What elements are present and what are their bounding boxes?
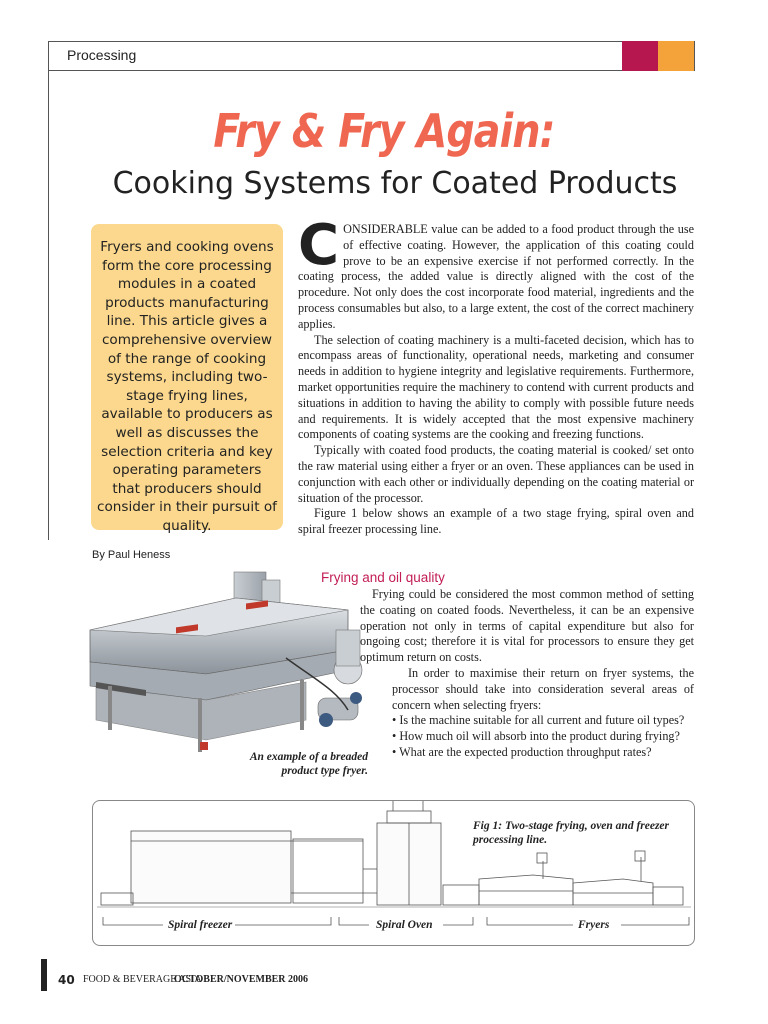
intro-paragraph-2: The selection of coating machinery is a multi-faceted decision, which has to encompass areas of functionality, operational needs, marketing and consumer needs in addition to hygiene integrity and legislative requirements. Furthermore, market opportunities require the machinery to contend with current products and situations in addition to having the ability to comply with possible future needs and requirements. It is widely accepted that the most expensive machinery components of coating systems are the cooking and freezing functions.: [298, 332, 694, 442]
footer-bar: [41, 959, 47, 991]
article-subtitle: Cooking Systems for Coated Products: [112, 166, 678, 201]
frying-heading: Frying and oil quality: [321, 570, 445, 585]
label-spiral-freezer: Spiral freezer: [165, 919, 235, 931]
frying-paragraph-1: Frying could be considered the most common method of setting the coating on coated foods. Nevertheless, it can be an expensive operation not only in terms of capital expenditure but also for ongoing cost; therefore it is vital for processors to ensure they get optimum return on costs.: [360, 587, 694, 665]
section-header: [48, 41, 695, 71]
frying-bullet-3: • What are the expected production throughput rates?: [392, 744, 652, 759]
frying-paragraph-2: In order to maximise their return on fryer systems, the processor should take into consideration several areas of concern when selecting fryers:: [392, 666, 694, 712]
left-rule: [48, 70, 49, 540]
publication-name: FOOD & BEVERAGE ASIA: [83, 974, 202, 985]
figure-box: [92, 800, 695, 946]
frying-bullet-1: • Is the machine suitable for all current and future oil types?: [392, 713, 685, 728]
figure-caption: Fig 1: Two-stage frying, oven and freezer processing line.: [473, 820, 670, 846]
intro-paragraph-3: Typically with coated food products, the coating material is cooked/ set onto the raw material using either a fryer or an oven. These appliances can be used in conjunction with each other or individually depending on the coating material or situation of the processor.: [298, 443, 694, 505]
abstract-box: [91, 224, 283, 534]
page-number: 40: [58, 973, 75, 987]
intro-paragraph-4: Figure 1 below shows an example of a two stage frying, spiral oven and spiral freezer processing line.: [298, 506, 694, 537]
fryer-photo: [86, 570, 386, 760]
intro-text: [298, 213, 694, 538]
accent-square-orange: [658, 41, 694, 71]
byline: By Paul Heness: [92, 549, 171, 561]
section-label: Processing: [67, 47, 137, 63]
label-spiral-oven: Spiral Oven: [373, 919, 436, 931]
intro-paragraph-1: value can be added to a food product through the use of effective coating. However, the application of this coating could prove to be an expensive exercise if not performed correctly. In the coating process, the added value is directly aligned with the cost of the procedure. Not only does the cost incorporate food material, ingredients and the process consumables but also, to a large extent, the cost of the correct machinery applies.: [298, 222, 694, 331]
abstract-text: Fryers and cooking ovens form the core processing modules in a coated products manufacturing line. This article gives a comprehensive overview of the range of cooking systems, including two-stage frying lines, available to producers as well as discusses the selection criteria and key operating parameters that producers should consider in their pursuit of quality.: [97, 239, 277, 534]
accent-square-magenta: [622, 41, 658, 71]
photo-caption: An example of a breaded product type fryer.: [249, 751, 368, 777]
article-title: Fry & Fry Again:: [213, 104, 555, 158]
frying-bullet-2: • How much oil will absorb into the product during frying?: [392, 729, 680, 744]
frying-text-cont: [392, 666, 694, 761]
issue-date: OCTOBER/NOVEMBER 2006: [174, 974, 308, 985]
drop-cap: C: [298, 213, 340, 278]
lead-word: ONSIDERABLE: [343, 222, 428, 236]
label-fryers: Fryers: [575, 919, 612, 931]
frying-text: [360, 587, 694, 666]
